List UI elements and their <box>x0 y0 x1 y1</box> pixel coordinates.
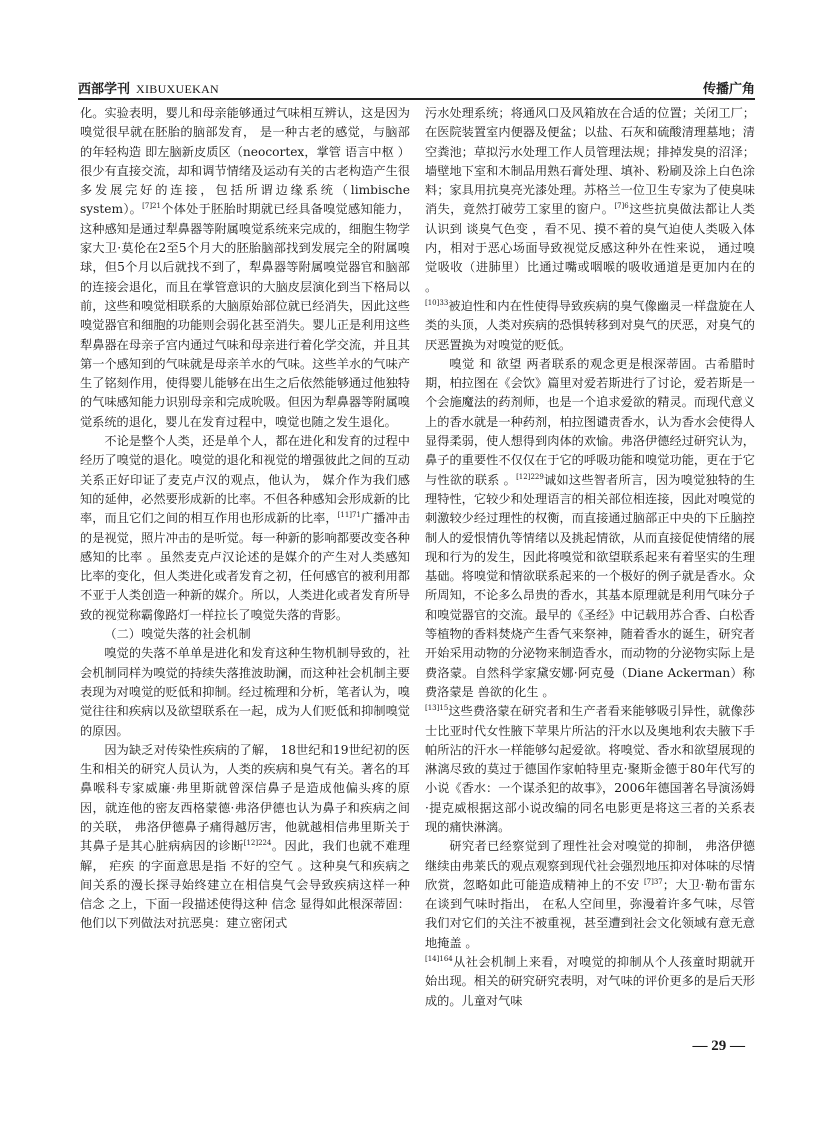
paragraph <box>80 741 410 934</box>
citation-ref: [13]15 <box>425 704 449 713</box>
citation-ref: [7]21 <box>142 202 161 211</box>
paragraph <box>80 104 410 432</box>
paragraph <box>425 837 755 953</box>
paragraph-text-cont: 。因此，我们也就不难理解， 疟疾 的字面意思是指 不好的空气 。这种臭气和疾病之间关系的漫长探寻始终建立在相信臭气会导致疾病这样一种 信念 之上，下面一段描述使得这种 信念 显得如此根深蒂固：他们以下列做法对抗恶臭：建立密闭式 <box>80 839 410 931</box>
journal-latin: XIBUXUEKAN <box>136 82 220 96</box>
citation-ref: [14]164 <box>425 955 453 964</box>
paragraph <box>425 297 755 355</box>
citation-ref: [7]37 <box>643 877 663 886</box>
citation-ref: [12]229 <box>516 472 544 481</box>
paragraph <box>425 702 755 837</box>
paragraph-text: 化。实验表明，婴儿和母亲能够通过气味相互辨认，这是因为嗅觉很早就在胚胎的脑部发育， 是一种古老的感觉，与脑部的年轻构造 即左脑新皮质区（neocortex，掌管 语言中枢 ）很少有直接交流，却和调节情绪及运动有关的古老构造产生很多发展完好的连接，包括所谓边缘系统（limbische system）。 <box>80 106 410 217</box>
header-rule <box>78 98 755 100</box>
paragraph-text-cont: 被迫性和内在性使得导致疾病的臭气像幽灵一样盘旋在人类的头顶，人类对疾病的恐惧转移到对臭气的厌恶，对臭气的厌恶置换为对嗅觉的贬低。 <box>425 298 755 352</box>
paragraph-text: 污水处理系统；将通风口及风箱放在合适的位置；关闭工厂；在医院装置室内便器及便盆；以盐、石灰和硫酸清理墓地；清空粪池；草拟污水处理工作人员管理法规；排掉发臭的沼泽；墙壁地下室和木制品用熟石膏处理、填补、粉刷及涂上白色涂料；家具用抗臭亮光漆处理。苏格兰一位卫生专家为了使臭味消失，竟然打破劳工家里的窗户。 <box>425 106 755 217</box>
paragraph <box>80 432 410 625</box>
page-number: — 29 — <box>692 1038 745 1054</box>
paragraph-text-cont: 广播冲击的是视觉，照片冲击的是听觉。每一种新的影响都要改变各种感知的比率 。虽然麦克卢汉论述的是媒介的产生对人类感知比率的变化，但人类进化或者发育之初，任何感官的被利用都不亚于人类创造一种新的媒介。所以，人类进化或者发育所导致的视觉称霸像路灯一样拉长了嗅觉失落的背影。 <box>80 511 410 622</box>
paragraph-text: 因为缺乏对传染性疾病的了解， 18世纪和19世纪初的医生和相关的研究人员认为，人类的疾病和臭气有关。著名的耳鼻喉科专家威廉·弗里斯就曾深信鼻子是造成他偏头疼的原因，就连他的密友西格蒙德·弗洛伊德也认为鼻子和疾病之间的关联， 弗洛伊德鼻子痛得越厉害，他就越相信弗里斯关于其鼻子是其心脏病病因的诊断 <box>80 742 410 854</box>
paragraph <box>425 953 755 1011</box>
running-header <box>78 78 755 98</box>
paragraph-text: 嗅觉的失落不单单是进化和发育这种生物机制导致的，社会机制同样为嗅觉的持续失落推波助澜，而这种社会机制主要表现为对嗅觉的贬低和抑制。经过梳理和分析，笔者认为，嗅觉往往和疾病以及欲望联系在一起，成为人们贬低和抑制嗅觉的原因。 <box>80 646 410 738</box>
right-column <box>425 104 755 1059</box>
paragraph-text-cont: 从社会机制上来看，对嗅觉的抑制从个人孩童时期就开始出现。相关的研究研究表明，对气味的评价更多的是后天形成的。儿童对气味 <box>425 955 755 1008</box>
paragraph-text: 嗅觉 和 欲望 两者联系的观念更是根深蒂固。古希腊时期，柏拉图在《会饮》篇里对爱若斯进行了讨论，爱若斯是一个会施魔法的药剂师，也是一个追求爱欲的精灵。而现代意义上的香水就是一种药剂，柏拉图谴责香水，认为香水会使得人显得柔弱，使人想得到肉体的欢愉。弗洛伊德经过研究认为， 鼻子的重要性不仅仅在于它的呼吸功能和嗅觉功能，更在于它与性欲的联系 。 <box>425 356 755 487</box>
section-title: 传播广角 <box>702 82 755 97</box>
paragraph-text-cont: 诚如这些智者所言，因为嗅觉独特的生理特性，它较少和处理语言的相关部位相连接，因此对嗅觉的刺激较少经过理性的权衡，而直接通过脑部正中央的下丘脑控制人的爱恨情仇等情绪以及挑起情欲，从而直接促使情绪的展现和行为的发生，因此将嗅觉和欲望联系起来有着坚实的生理基础。将嗅觉和情欲联系起来的一个极好的例子就是香水。众所周知，不论多么昂贵的香水，其基本原理就是利用气味分子和嗅觉器官的交流。最早的《圣经》中记载用苏合香、白松香等植物的香料焚烧产生香气来祭神，随着香水的诞生，研究者开始采用动物的分泌物来制造香水，而动物的分泌物实际上是费洛蒙。自然科学家黛安娜·阿克曼（Diane Ackerman）称费洛蒙是 兽欲的化生 。 <box>425 472 755 699</box>
section-heading <box>80 625 410 644</box>
paragraph-text-cont: ；大卫·勒布雷东在谈到气味时指出， 在私人空间里，弥漫着许多气味，尽管我们对它们的关注不被重视，甚至遭到社会文化领域有意无意地掩盖 。 <box>425 877 755 950</box>
journal-title: 西部学刊 <box>78 82 131 97</box>
citation-ref: [10]33 <box>425 298 449 307</box>
paragraph <box>425 355 755 702</box>
citation-ref: [7]6 <box>614 202 629 211</box>
paragraph-text-cont: 这些抗臭做法都让人类认识到 谈臭气色变 ，看不见、摸不着的臭气迫使人类吸入体内，相对于恶心场面导致视觉反感这种外在性来说， 通过嗅觉吸收（进肺里）比通过嘴或咽喉的吸收通道是更加内在的 。 <box>425 202 755 294</box>
journal-name <box>78 78 219 97</box>
paragraph <box>425 104 755 297</box>
citation-ref: [12]224 <box>243 839 272 848</box>
paragraph <box>80 644 410 740</box>
left-column <box>80 104 410 1059</box>
paragraph-text-cont: 这些费洛蒙在研究者和生产者看来能够吸引异性，就像莎士比亚时代女性腋下苹果片所沾的汗水以及奥地利农夫腋下手帕所沾的汗水一样能够勾起爱欲。将嗅觉、香水和欲望展现的淋漓尽致的莫过于德国作家帕特里克·聚斯金德于80年代写的小说《香水：一个谋杀犯的故事》，2006年德国著名导演汤姆·提克威根据这部小说改编的同名电影更是将这三者的关系表现的痛快淋漓。 <box>425 704 755 834</box>
paragraph-text-cont: 个体处于胚胎时期就已经具备嗅觉感知能力，这种感知是通过犁鼻器等附属嗅觉系统来完成的，细胞生物学家大卫·莫伦在2至5个月大的胚胎脑部找到发展完全的附属嗅球，但5个月以后就找不到了，犁鼻器等附属嗅觉器官和脑部的连接会退化，而且在掌管意识的大脑皮层演化到当下格局以前，这些和嗅觉相联系的大脑原始部位就已经消失，因此这些嗅觉器官和细胞的功能则会弱化甚至消失。婴儿正是利用这些犁鼻器在母亲子宫内通过气味和母亲进行着化学交流，并且其第一个感知到的气味就是母亲羊水的气味。这些羊水的气味产生了铭刻作用，使得婴儿能够在出生之后依然能够通过他独特的气味感知能力识别母亲和完成吮吸。但因为犁鼻器等附属嗅觉系统的退化，婴儿在发育过程中，嗅觉也随之发生退化。 <box>80 202 410 429</box>
citation-ref: [11]71 <box>337 511 361 520</box>
paragraph-text: 研究者已经察觉到了理性社会对嗅觉的抑制， 弗洛伊德继续由弗莱氏的观点观察到现代社会强烈地压抑对体味的尽情欣赏，忽略如此可能造成精神上的不安 <box>425 839 755 892</box>
paragraph-text: 不论是整个人类，还是单个人，都在进化和发育的过程中经历了嗅觉的退化。嗅觉的退化和视觉的增强彼此之间的互动关系正好印证了麦克卢汉的观点，他认为， 媒介作为我们感知的延伸，必然要形成新的比率。不但各种感知会形成新的比率，而且它们之间的相互作用也形成新的比率， <box>80 434 410 526</box>
paragraph-text: （二）嗅觉失落的社会机制 <box>104 627 251 642</box>
